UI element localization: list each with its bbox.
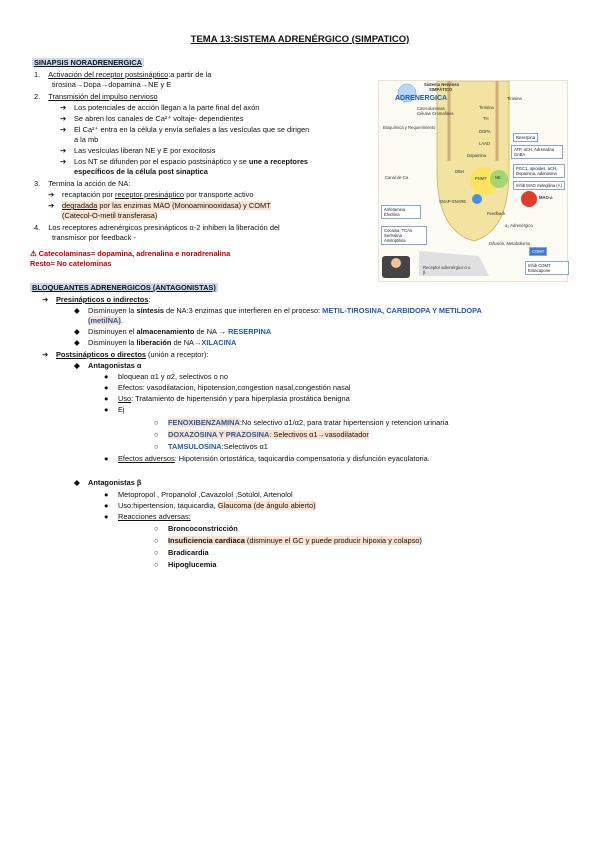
diamond-bullet-icon: ◆ [74,306,80,315]
circle-bullet-icon: ○ [154,548,159,557]
drug-names: RESERPINA [228,327,272,336]
ne-molecule-icon [472,194,482,204]
diagram-label: Canal de Ca [385,175,409,180]
list-item [104,372,228,382]
circle-bullet-icon: ○ [154,418,159,427]
arrow-icon: ➔ [60,125,67,134]
item-text: Disminuyen la [88,338,137,347]
drug-name: DOXAZOSINA Y PRAZOSINA [168,430,270,439]
item-text: de NA:3 enzimas que interfieren en el proceso: [164,306,323,315]
list-item [74,478,141,488]
item-text: recaptación por [62,190,115,199]
item-text: : Hipotensión ortostática, taquicardia compensatoria y disfunción eyaculatoria. [174,454,430,463]
diagram-label: α₂ Adrenérgico [505,223,533,228]
item-text: Disminuyen la [88,306,137,315]
list-item [34,92,158,102]
arrow-icon: ➔ [60,157,67,166]
diagram-label: Receptor adrenérgico α o β [423,265,471,275]
list-item [42,350,208,360]
circle-bullet-icon: ○ [154,560,159,569]
diagram-box: PGC1, opioides, aCH, Dopamina, adenosina [513,164,565,178]
alpha-heading: Antagonistas α [88,361,142,370]
rest-note: Resto= No catelominas [30,259,112,268]
item-text: bloquean α1 y α2, selectivos o no [118,372,229,381]
page-title: TEMA 13:SISTEMA ADRENÉRGICO (SIMPATICO) [190,34,410,45]
item-text: tirosina→Dopa→dopamina→NE y E [52,80,172,89]
diagram-title: ADRENERGICA [395,95,448,102]
list-item [34,223,280,233]
item-text: transmisor por feedback - [52,233,136,242]
circle-bullet-icon: ○ [154,430,159,439]
arrow-icon: ➔ [60,103,67,112]
diagram-label: PNMT [475,176,487,181]
item-underline: degradada [62,201,98,210]
item-bold: une a receptores [248,157,309,166]
arrow-icon: ➔ [42,350,49,359]
item-text: Efectos: vasodilatacion, hipotension,congestion nasal,congestión nasal [118,383,351,392]
item-label: Efectos adversos [118,454,175,463]
diagram-label: Bioquímica y Requerimiento [383,125,436,130]
list-item [48,201,271,211]
diagram-label: Difusión, Metabolismo [489,241,531,246]
arrow-icon: ➔ [48,190,55,199]
list-number: 4. [34,223,41,232]
beta-heading: Antagonistas β [88,478,142,487]
item-bold: Hipoglucemia [168,560,217,569]
item-label: Reacciones adversas: [118,512,191,521]
bullet-icon: ● [104,490,109,499]
diagram-label: Tirosina [479,105,494,110]
item-label: Presinápticos o indirectos [56,295,149,304]
list-item [48,190,253,200]
list-item [60,146,215,156]
item-label: Transmisión del impulso nervioso [48,92,158,101]
item-text: :a partir de la [168,70,212,79]
warning-note: ⚠ Catecolaminas= dopamina, adrenalina e noradrenalina [30,249,231,258]
drug-name: FENOXIBENZAMINA [168,418,240,427]
diamond-bullet-icon: ◆ [74,327,80,336]
list-item [104,490,293,500]
list-number: 3. [34,179,41,188]
diagram-box: Reserpina [513,133,538,142]
item-bold: Broncoconstricción [168,524,238,533]
item-bold: liberación [136,338,172,347]
item-text: :No selectivo α1/α2, para tratar hipertension y retencion urinaria [239,418,449,427]
diagram-box: Cocaina, TCAs Sertralina Amitriptilina [381,226,427,245]
diamond-bullet-icon: ◆ [74,478,80,487]
arrow-icon: ➔ [48,201,55,210]
diagram-label: LAAD [479,141,490,146]
section-heading-bloqueantes [30,283,218,293]
item-text: a la mb [74,135,99,144]
list-item [104,394,350,404]
item-bold: Insuficiencia cardiaca [168,536,245,545]
list-number: 2. [34,92,41,101]
list-item [154,418,448,428]
item-text: : Tratamiento de hipertensión y para hiperplasia prostática benigna [131,394,350,403]
diagram-box: COMT [529,247,547,256]
list-number: 1. [34,70,41,79]
diagram-header: Sistema Nervioso [424,82,460,87]
list-item [154,524,238,534]
list-item [154,548,209,558]
item-text-hl: Glaucoma (de ángulo abierto) [217,501,316,510]
list-item [60,157,308,167]
bullet-icon: ● [104,501,109,510]
diagram-box: Anfetamina Efedrina [381,205,421,219]
item-text: . [120,316,123,325]
list-item [60,103,259,113]
drug-names: METIL-TIROSINA, CARBIDOPA Y METILDOPA [322,306,482,315]
arrow-icon: ➔ [42,295,49,304]
circle-bullet-icon: ○ [154,442,159,451]
item-text: El Ca²⁺ entra en la célula y envía señales a las vesículas que se dirigen [74,125,310,134]
item-label: Postsinápticos o directos [56,350,146,359]
drug-name: TAMSULOSINA [168,442,222,451]
diagram-box: Inhib COMT Entacapone [525,261,569,275]
diagram-label: TH [483,116,489,121]
bullet-icon: ● [104,512,109,521]
bullet-icon: ● [104,394,109,403]
item-text: : Selectivos α1→vasodilatador [269,430,369,439]
diagram-label: NE [495,175,501,180]
list-item [154,560,216,570]
list-item [104,454,430,464]
item-text: :Selectivos α1 [221,442,268,451]
list-item [34,70,211,80]
diamond-bullet-icon: ◆ [74,338,80,347]
item-text: de NA→ [171,338,202,347]
circle-bullet-icon: ○ [154,524,159,533]
item-label: Uso [118,394,132,403]
drug-names: XILACINA [201,338,237,347]
list-item [74,327,271,337]
diagram-box: ATP, aCH, Adrenalina GnBA [511,145,563,159]
cartoon-face-icon [391,258,401,268]
item-text: Termina la acción de NA: [48,179,131,188]
arrow-icon: ➔ [60,114,67,123]
item-text: Metopropol , Propanolol ,Cavazolol ,Sotulol, Artenolol [118,490,293,499]
list-item [154,536,422,546]
sinapsis-heading: SINAPSIS NORADRENERGICA [34,58,142,67]
diagram-label: Dopamina [467,153,487,158]
diagram-box: Inhib MAO Selegilina (A) [513,181,565,190]
bullet-icon: ● [104,405,109,414]
item-text: por las enzimas MAO (Monoaminooxidasa) y COMT [97,201,271,210]
item-text: Se abren los canales de Ca²⁺ voltaje- dependientes [74,114,244,123]
bullet-icon: ● [104,372,109,381]
list-item [74,338,236,348]
diagram-subtitle: Células Cromafines [417,111,454,116]
list-item [60,125,309,135]
item-text: específicos de la célula post sinaptica [74,167,208,176]
diagram-label: MAO-a [539,195,553,200]
item-underline: receptor presináptico [115,190,185,199]
diagram-label: DBH [455,169,464,174]
list-item [74,361,141,371]
list-item [104,405,125,415]
list-item [60,114,243,124]
item-text [62,211,157,221]
list-item [154,442,268,452]
list-item [104,383,351,393]
list-item [34,179,130,189]
diagram-label: Tirosina [507,96,522,101]
item-bold: almacenamiento [136,327,195,336]
item-text: Los potenciales de acción llegan a la parte final del axón [74,103,260,112]
item-text: Uso:hipertension, taquicardia, [118,501,218,510]
item-text: por transporte activo [184,190,254,199]
circle-bullet-icon: ○ [154,536,159,545]
item-text: : [148,295,151,304]
bloq-heading: BLOQUEANTES ADRENERGICOS (ANTAGONISTAS) [32,283,216,292]
diagram-header: SIMPÁTICO [429,87,453,92]
item-text: Ej [118,405,125,414]
list-item [74,306,482,316]
diamond-bullet-icon: ◆ [74,361,80,370]
item-label: Activación del receptor postsináptico [48,70,169,79]
drug-names: (metilNA) [88,316,121,325]
item-text: Las vesículas liberan NE y E por exocitosis [74,146,216,155]
mao-enzyme-icon [521,191,537,207]
item-text: Los NT se difunden por el espacio postsináptico y se [74,157,249,166]
diagram-label: Feedback [487,211,506,216]
arrow-icon: ➔ [60,146,67,155]
list-item [42,295,150,305]
item-text: de NA → [194,327,229,336]
diagram-subtitle: Catecolaminas [417,106,445,111]
list-item [154,430,369,440]
list-item [104,501,316,511]
item-text: (unión a receptor): [145,350,209,359]
list-item [104,512,191,522]
bullet-icon: ● [104,383,109,392]
item-text [88,316,123,326]
synapse-diagram [378,80,568,282]
item-bold: Bradicardia [168,548,209,557]
item-text-hl: (Catecol-O-metil transferasa) [62,211,158,220]
item-text: Disminuyen el [88,327,137,336]
item-text: (disminuye el GC y puede producir hipoxia y colapso) [244,536,422,545]
diagram-label: SNAP-SNARE [439,199,467,204]
section-heading-sinapsis [32,58,144,68]
item-bold: síntesis [136,306,164,315]
item-text: Los receptores adrenérgicos presinápticos α-2 inhiben la liberación del [48,223,280,232]
bullet-icon: ● [104,454,109,463]
diagram-label: DOPA [479,129,491,134]
